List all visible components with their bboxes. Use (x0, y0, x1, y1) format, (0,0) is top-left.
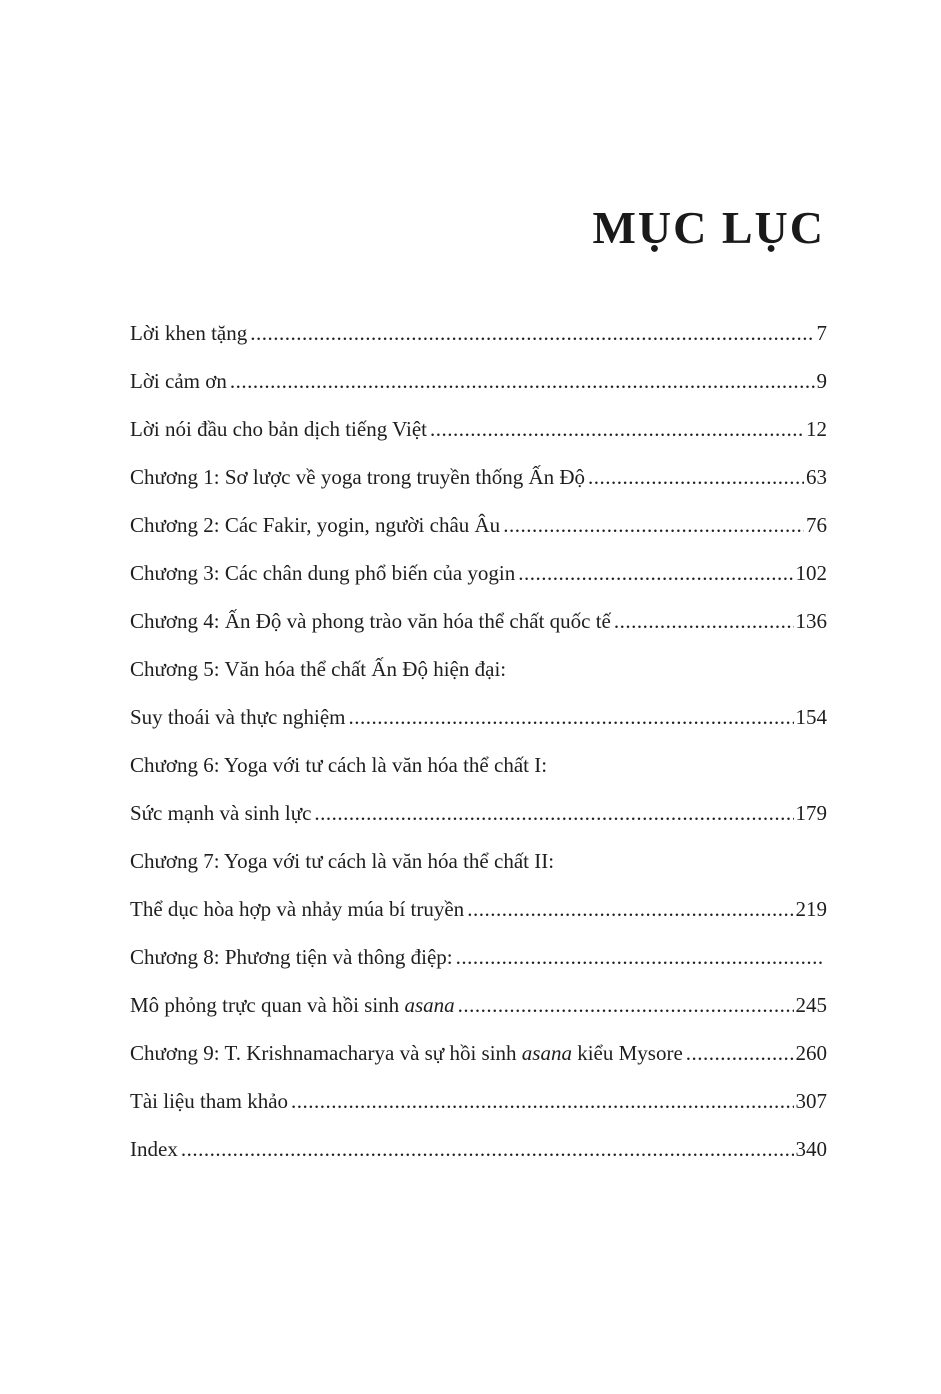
toc-entry-title-text: Chương 6: Yoga với tư cách là văn hóa thể chất I: (130, 753, 548, 777)
dot-leader (588, 457, 804, 497)
toc-entry-title-text: Index (130, 1137, 178, 1161)
toc-page-number: 76 (806, 513, 827, 537)
dot-leader (467, 889, 793, 929)
toc-entry (130, 889, 827, 937)
toc-entry (130, 361, 827, 409)
toc-page-number: 260 (795, 1041, 827, 1065)
toc-entry (130, 745, 827, 793)
toc-page-number: 245 (795, 993, 827, 1017)
toc-entry (130, 985, 827, 1033)
toc-entry-title (130, 745, 547, 785)
toc-entry-title-text: Lời nói đầu cho bản dịch tiếng Việt (130, 417, 427, 441)
toc-entry-title (130, 1033, 683, 1073)
toc-entry-title (130, 505, 500, 545)
page-title: MỤC LỤC (592, 202, 825, 253)
toc-entry-title (130, 697, 346, 737)
dot-leader (686, 1033, 794, 1073)
toc-page-number: 219 (795, 897, 827, 921)
toc-entry-title-text: Thể dục hòa hợp và nhảy múa bí truyền (130, 897, 465, 921)
toc-entry-title-text: Chương 2: Các Fakir, yogin, người châu Âu (130, 513, 501, 537)
dot-leader (430, 409, 804, 449)
dot-leader (230, 361, 815, 401)
toc-page-number: 307 (795, 1089, 827, 1113)
toc-page-number: 154 (795, 705, 827, 729)
dot-leader (181, 1129, 794, 1169)
toc-entry-title (130, 889, 464, 929)
toc-entry-title (130, 553, 515, 593)
toc-entry-title (130, 601, 611, 641)
toc-page-number: 12 (806, 417, 827, 441)
toc-entry (130, 1081, 827, 1129)
toc-entry (130, 457, 827, 505)
toc-page-number: 63 (806, 465, 827, 489)
table-of-contents (130, 313, 827, 1177)
toc-entry-title-text: Lời khen tặng (130, 321, 248, 345)
dot-leader (314, 793, 793, 833)
toc-entry (130, 937, 827, 985)
toc-entry-title-text: Chương 4: Ấn Độ và phong trào văn hóa thể chất quốc tế (130, 609, 611, 633)
dot-leader (291, 1081, 793, 1121)
toc-entry-title-text: Suy thoái và thực nghiệm (130, 705, 346, 729)
toc-entry-title-text: Chương 7: Yoga với tư cách là văn hóa thể chất II: (130, 849, 555, 873)
toc-page-number: 179 (795, 801, 827, 825)
toc-entry-title (130, 1081, 288, 1121)
toc-entry-title (130, 457, 585, 497)
toc-page-number: 7 (816, 321, 827, 345)
toc-entry (130, 409, 827, 457)
toc-entry-title-text: Chương 3: Các chân dung phổ biến của yogin (130, 561, 516, 585)
toc-entry-title-text: Lời cảm ơn (130, 369, 227, 393)
toc-entry (130, 601, 827, 649)
toc-entry-title (130, 985, 455, 1025)
toc-entry-title (130, 361, 227, 401)
dot-leader (349, 697, 794, 737)
toc-page-number: 102 (795, 561, 827, 585)
dot-leader (503, 505, 804, 545)
toc-entry-title-text: Sức mạnh và sinh lực (130, 801, 312, 825)
toc-entry (130, 1129, 827, 1177)
toc-entry-title-suffix: kiểu Mysore (571, 1041, 683, 1065)
toc-entry (130, 649, 827, 697)
toc-entry (130, 841, 827, 889)
toc-entry-title-italic: asana (404, 993, 455, 1017)
toc-entry-title (130, 649, 506, 689)
toc-entry-title (130, 841, 554, 881)
dot-leader (518, 553, 793, 593)
dot-leader (250, 313, 814, 353)
toc-entry-title-text: Chương 1: Sơ lược về yoga trong truyền thống Ấn Độ (130, 465, 586, 489)
toc-entry (130, 313, 827, 361)
toc-entry-title-text: Tài liệu tham khảo (130, 1089, 289, 1113)
toc-entry-title (130, 1129, 178, 1169)
toc-entry-title-text: Chương 5: Văn hóa thể chất Ấn Độ hiện đại: (130, 657, 507, 681)
toc-entry-title (130, 937, 453, 977)
toc-entry (130, 553, 827, 601)
toc-entry (130, 1033, 827, 1081)
toc-entry-title-italic: asana (521, 1041, 572, 1065)
toc-entry (130, 697, 827, 745)
toc-entry-title-text: Chương 8: Phương tiện và thông điệp: (130, 945, 453, 969)
toc-page-number: 340 (795, 1137, 827, 1161)
toc-page-number: 136 (795, 609, 827, 633)
toc-entry-title (130, 793, 311, 833)
dot-leader (614, 601, 794, 641)
toc-entry (130, 505, 827, 553)
toc-entry-title-text: Mô phỏng trực quan và hồi sinh (130, 993, 405, 1017)
toc-page-number: 9 (816, 369, 827, 393)
toc-entry-title (130, 409, 427, 449)
dot-leader (456, 937, 825, 977)
toc-entry (130, 793, 827, 841)
toc-entry-title-text: Chương 9: T. Krishnamacharya và sự hồi sinh (130, 1041, 522, 1065)
toc-entry-title (130, 313, 247, 353)
dot-leader (458, 985, 794, 1025)
